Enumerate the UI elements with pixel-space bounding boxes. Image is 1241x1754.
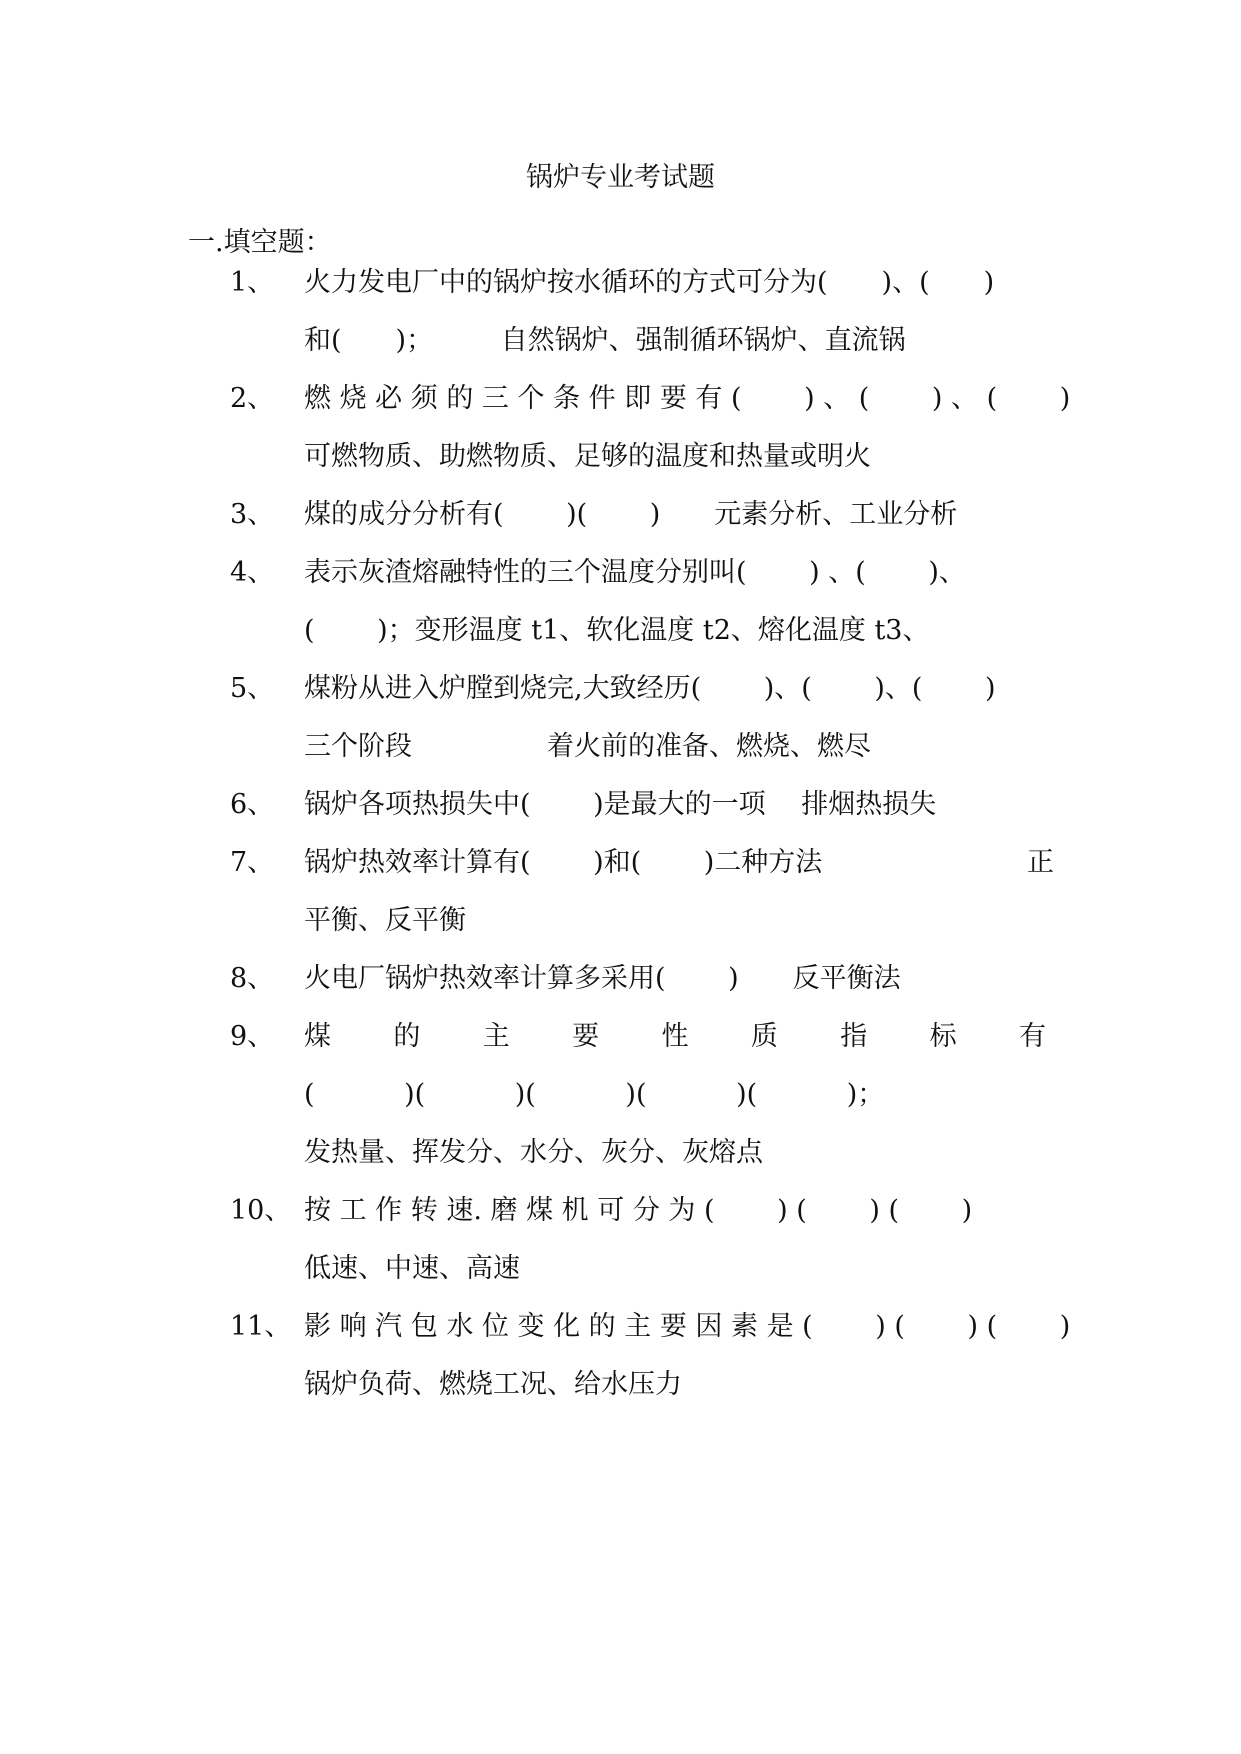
question-text: 煤的成分分析有( )( ) 元素分析、工业分析 (304, 499, 958, 530)
question-text: 锅炉各项热损失中( )是最大的一项 排烟热损失 (304, 789, 937, 820)
question-number: 3、 (230, 499, 275, 530)
question-number: 6、 (230, 789, 275, 820)
answer-text: 平衡、反平衡 (304, 905, 466, 936)
question-word: 性 (661, 1021, 689, 1052)
question-word: 质 (750, 1021, 778, 1052)
question-word: 有 (1019, 1021, 1046, 1052)
question-text: 影 响 汽 包 水 位 变 化 的 主 要 因 素 是 ( ) ( ) ( ) (304, 1311, 1071, 1342)
question-word: 煤 (304, 1021, 331, 1052)
question-text-justified (304, 1019, 1046, 1055)
question-text: 火力发电厂中的锅炉按水循环的方式可分为( )、( ) (304, 267, 995, 298)
question-number: 4、 (230, 557, 275, 588)
question-continuation: ( )；变形温度 t1、软化温度 t2、熔化温度 t3、 (304, 615, 930, 646)
question-number: 11、 (230, 1311, 292, 1342)
question-word: 要 (572, 1021, 600, 1052)
answer-text-start: 正 (1027, 847, 1054, 878)
question-continuation: 和( )； 自然锅炉、强制循环锅炉、直流锅 (304, 325, 906, 356)
question-text: 火电厂锅炉热效率计算多采用( ) 反平衡法 (304, 963, 901, 994)
question-text: 表示灰渣熔融特性的三个温度分别叫( ) 、( )、 (304, 557, 966, 588)
question-text: 燃 烧 必 须 的 三 个 条 件 即 要 有 ( ) 、 ( ) 、 ( ) (304, 383, 1071, 414)
question-number: 10、 (230, 1195, 292, 1226)
question-number: 8、 (230, 963, 275, 994)
answer-text: 锅炉负荷、燃烧工况、给水压力 (304, 1369, 682, 1400)
page-title: 锅炉专业考试题 (526, 162, 715, 193)
section-heading: 一.填空题： (188, 227, 332, 258)
question-number: 7、 (230, 847, 275, 878)
question-word: 的 (393, 1021, 421, 1052)
question-continuation: ( )( )( )( )( )； (304, 1079, 885, 1110)
question-continuation: 三个阶段 着火前的准备、燃烧、燃尽 (304, 731, 871, 762)
answer-text: 可燃物质、助燃物质、足够的温度和热量或明火 (304, 441, 871, 472)
question-word: 主 (482, 1021, 510, 1052)
question-number: 2、 (230, 383, 275, 414)
question-number: 1、 (230, 267, 275, 298)
question-number: 5、 (230, 673, 275, 704)
question-text: 锅炉热效率计算有( )和( )二种方法 (304, 847, 823, 878)
answer-text: 发热量、挥发分、水分、灰分、灰熔点 (304, 1137, 763, 1168)
question-text: 按 工 作 转 速. 磨 煤 机 可 分 为 ( ) ( ) ( ) (304, 1195, 973, 1226)
answer-text: 低速、中速、高速 (304, 1253, 520, 1284)
question-word: 标 (929, 1021, 957, 1052)
question-word: 指 (840, 1021, 868, 1052)
question-text: 煤粉从进入炉膛到烧完,大致经历( )、( )、( ) (304, 673, 996, 704)
question-number: 9、 (230, 1021, 275, 1052)
